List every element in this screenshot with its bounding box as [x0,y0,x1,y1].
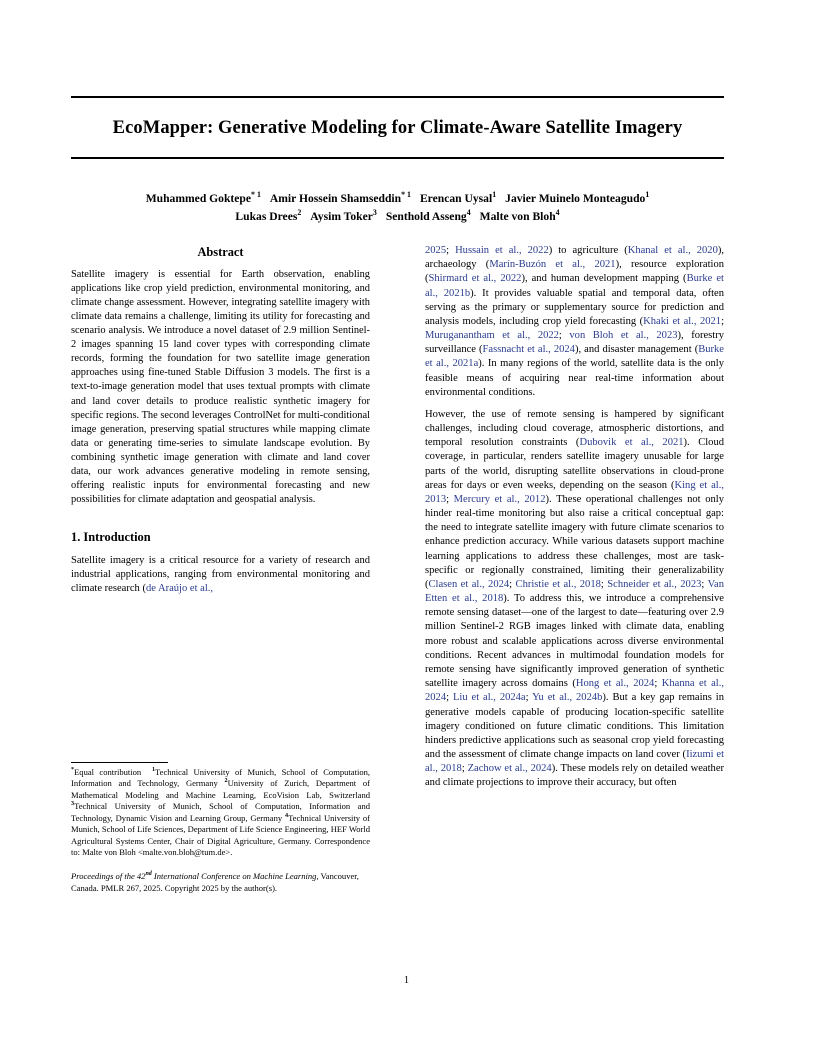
author-marks: 4 [555,208,560,218]
citation-link[interactable]: Fassnacht et al., 2024 [482,344,575,356]
body-text: ). But a key gap remains in generative models capable of producing location-specific satellite imagery conditioned on future climatic conditions. This limitation hinders predictive applications such as seasonal crop yield forecasting and the assessment of climate change impacts on land cover ( [425,692,725,761]
citation-link[interactable]: de Araújo et al., [145,583,214,595]
affiliation-mark: 1 [151,767,156,774]
author-entry [420,192,496,205]
author-marks: 3 [372,208,377,218]
citation-link[interactable]: Van Etten et al., 2018 [425,578,724,605]
citation-link[interactable]: Hong et al., 2024 [575,678,655,690]
citation-link[interactable]: Schneider et al., 2023 [607,578,702,590]
right-paragraph-2 [425,408,724,791]
footnote-rule [71,762,168,763]
footnote-block [71,762,370,895]
proceedings-ordinal-suffix: nd [145,871,152,878]
abstract-body: Satellite imagery is essential for Earth observation, enabling applications like crop yield prediction, environmental monitoring, and climate change assessment. However, integrating satellite imagery with climate data remains a challenge, limiting its utility for forecasting and scenario analysis. We introduce a novel dataset of 2.9 million Sentinel-2 images spanning 15 land cover types with corresponding climate records, forming the foundation for two satellite image generation approaches using fine-tuned Stable Diffusion 3 models. The first is a text-to-image generation model that uses textual prompts with climate and land cover details to produce realistic synthetic imagery for specific regions. The second leverages ControlNet for multi-conditional image generation, preserving spatial structures while mapping climate data or generating time-series to simulate landscape evolution. By combining synthetic image generation with climate and land cover data, our work advances generative modeling in remote sensing, offering realistic inputs for environmental forecasting and new possibilities for climate adaptation and geospatial analysis. [71,268,370,506]
author-list [71,190,724,226]
right-paragraph-1 [425,244,724,400]
citation-link[interactable]: Christie et al., 2018 [515,578,601,590]
right-column [425,244,724,791]
separator: ; [600,578,608,590]
body-text: ), forestry surveillance ( [425,330,724,356]
author-entry [270,192,411,205]
citation-link[interactable]: Iizumi et al., 2018 [425,749,724,775]
author-line-2 [71,208,724,226]
author-name: Javier Muinelo Monteagudo [505,192,646,205]
page-number: 1 [403,975,410,986]
body-text: ), resource exploration ( [425,259,725,285]
author-entry [146,192,261,205]
citation-link[interactable]: Burke et al., 2021b [425,273,724,299]
title-rule-bottom [71,157,724,159]
separator: ; [509,578,516,590]
body-text: ). These models rely on detailed weather and climate projections to improve their accuracy, but often [425,763,725,789]
left-column [71,244,370,596]
proceedings-conference: International Conference on Machine Learning [151,870,317,881]
body-text: ). Cloud coverage, in particular, renders satellite imagery unusable for large parts of the world, disrupting satellite observations in cloud-prone areas for days or even weeks, depending on the season ( [425,437,724,491]
separator: ; [525,692,533,704]
citation-link[interactable]: Liu et al., 2024a [452,692,526,704]
section-heading-introduction: 1. Introduction [71,530,151,545]
page-title: EcoMapper: Generative Modeling for Climate-Aware Satellite Imagery [112,118,683,138]
body-text: ). To address this, we introduce a comprehensive remote sensing dataset—one of the largest to date—featuring over 2.9 million Sentinel-2 RGB images linked with climate data, enabling more robust and scalable applications across diverse environmental conditions. Recent advances in multimodal foundation models for remote sensing have significantly improved generation of synthetic satellite imagery across domains ( [425,593,724,690]
author-line-1 [71,190,724,208]
proceedings-ordinal [137,871,152,881]
citation-link[interactable]: Dubovik et al., 2021 [579,437,684,449]
affiliation-mark: 3 [71,801,75,808]
author-marks: 1 [645,190,650,200]
citation-link[interactable]: Hussain et al., 2022 [455,245,549,256]
body-text: ). In many regions of the world, satellite data is the only feasible means of acquiring near real-time information about environmental conditions. [425,358,724,398]
citation-link[interactable]: 2025 [425,245,447,256]
citation-link[interactable]: Mercury et al., 2012 [453,493,546,505]
body-text: ) to agriculture ( [548,245,628,256]
correspondence-text: Correspondence to: Malte von Bloh <malte.von.bloh@tum.de>. [71,835,370,858]
affiliation-text: Technical University of Munich, School of Computation, Information and Technology, Dynamic Vision and Learning Group, Germany [71,801,370,823]
intro-paragraph-1 [71,554,370,597]
affiliation-mark: 4 [284,813,289,820]
body-text: ). It provides valuable spatial and temporal data, often serving as the primary or supplementary source for prediction and analysis models, including crop yield forecasting ( [425,287,724,327]
separator: ; [446,245,456,256]
separator: ; [461,763,468,775]
citation-link[interactable]: Burke et al., 2021a [425,344,724,370]
body-text: ), and disaster management ( [574,344,699,356]
affiliation-text: Technical University of Munich, School of Computation, Information and Technology, Germany [71,767,370,789]
affiliation-text: Technical University of Munich, School of Life Sciences, Department of Life Science Engineering, HEF World Agricultural Systems Center, Chair of Digital Agriculture, Germany. [71,812,370,846]
citation-link[interactable]: Khaki et al., 2021 [643,315,722,327]
separator: ; [654,678,662,690]
body-text: However, the use of remote sensing is hampered by significant challenges, including cloud coverage, atmospheric distortions, and temporal resolution constraints ( [425,408,724,449]
citation-link[interactable]: Yu et al., 2024b [532,692,603,704]
author-name: Malte von Bloh [479,209,556,223]
body-text: ), and human development mapping ( [521,273,687,285]
author-marks: 2 [297,208,302,218]
affiliation-mark: 2 [224,778,228,785]
author-name: Muhammed Goktepe [145,192,252,205]
affiliation-text: University of Zurich, Department of Mathematical Modeling and Machine Learning, EcoVision Lab, Switzerland [71,778,370,800]
citation-link[interactable]: Shirmard et al., 2022 [428,273,522,285]
citation-link[interactable]: Clasen et al., 2024 [428,578,510,590]
citation-link[interactable]: Muruganantham et al., 2022 [425,330,559,342]
proceedings-prefix: Proceedings of the [71,870,137,881]
proceedings-line [71,871,370,895]
citation-link[interactable]: Zachow et al., 2024 [467,763,552,775]
proceedings-copyright: , Vancouver, Canada. PMLR 267, 2025. Copyright 2025 by the author(s). [71,870,359,893]
author-entry [505,192,649,205]
intro-text: Satellite imagery is a critical resource for a variety of research and industrial applications, ranging from environmental monitoring and climate research ( [71,554,370,595]
proceedings-ordinal-number: 42 [136,870,146,881]
citation-link[interactable]: von Bloh et al., 2023 [569,330,678,342]
author-entry [310,210,377,223]
author-name: Erencan Uysal [419,192,493,205]
author-name: Senthold Asseng [385,209,467,223]
author-name: Amir Hossein Shamseddin [269,192,402,205]
body-text: ). These operational challenges not only hinder real-time monitoring but also raise a critical conceptual gap: the need to integrate satellite imagery with future climate scenarios to enhance prediction accuracy. While various datasets support machine learning applications to address these challenges, most are task-specific or regionally constrained, limiting their generalizability ( [425,493,724,590]
separator: ; [446,493,454,505]
author-name: Aysim Toker [310,209,373,223]
author-entry [386,210,471,223]
abstract-heading: Abstract [197,245,244,259]
author-marks: * 1 [401,190,411,200]
equal-contribution-mark: * [71,767,75,774]
author-marks: 4 [466,208,471,218]
citation-link[interactable]: Marín-Buzón et al., 2021 [489,259,616,271]
author-name: Lukas Drees [235,209,298,223]
separator: ; [446,692,453,704]
title-block [71,96,724,159]
separator: ; [701,578,708,590]
citation-link[interactable]: Khanna et al., 2024 [425,678,724,704]
separator: ; [721,315,724,327]
author-marks: 1 [492,190,497,200]
equal-contribution-text: Equal contribution [74,767,142,777]
citation-link[interactable]: Khanal et al., 2020 [627,245,718,256]
body-text: ), archaeology ( [425,245,724,271]
affiliations-text [71,767,370,859]
author-entry [480,210,560,223]
citation-link[interactable]: King et al., 2013 [425,479,724,505]
separator: ; [558,330,570,342]
author-entry [235,210,301,223]
author-marks: * 1 [251,190,261,200]
